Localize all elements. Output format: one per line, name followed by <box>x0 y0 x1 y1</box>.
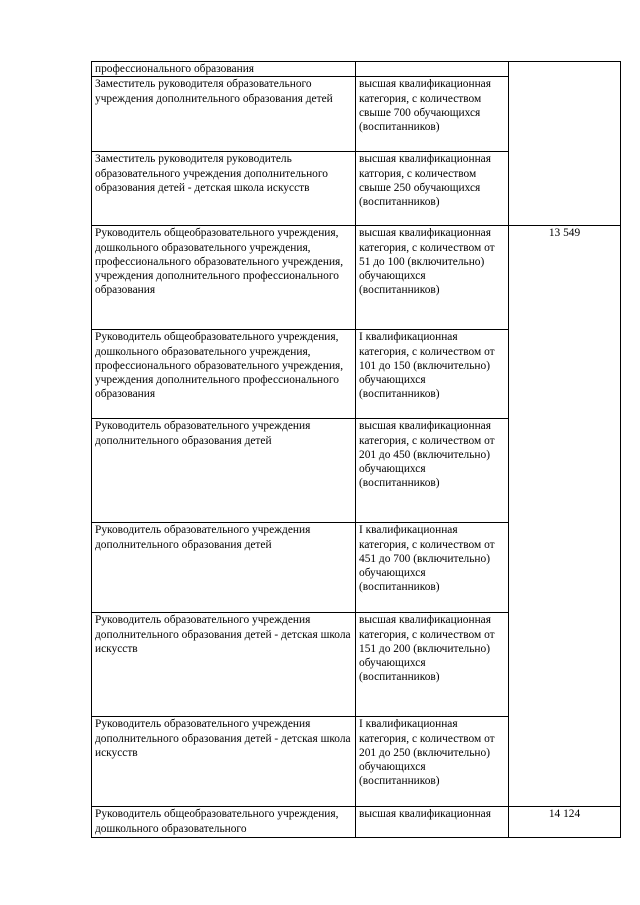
position-cell: Руководитель общеобразовательного учреждения, дошкольного образовательного учреждения, профессионального образовательного учреждения, учреждения дополнительного профессионального образования <box>92 226 356 330</box>
category-cell: высшая квалификационная категория, с количеством от 201 до 450 (включительно) обучающихся (воспитанников) <box>356 419 509 523</box>
category-cell: I квалификационная категория, с количеством от 451 до 700 (включительно) обучающихся (воспитанников) <box>356 523 509 613</box>
salary-cell <box>509 152 621 226</box>
salary-cell: 14 124 <box>509 807 621 838</box>
category-cell: I квалификационная категория, с количеством от 101 до 150 (включительно) обучающихся (воспитанников) <box>356 330 509 419</box>
table-row <box>92 226 621 330</box>
table-row <box>92 523 621 613</box>
salary-cell <box>509 77 621 152</box>
table-row <box>92 330 621 419</box>
category-cell: высшая квалификационная катгория, с количеством свыше 250 обучающихся (воспитанников) <box>356 152 509 226</box>
table-row <box>92 419 621 523</box>
position-cell: Руководитель образовательного учреждения дополнительного образования детей - детская школа искусств <box>92 717 356 807</box>
position-cell: Руководитель образовательного учреждения дополнительного образования детей <box>92 523 356 613</box>
salary-cell <box>509 523 621 613</box>
salary-cell <box>509 330 621 419</box>
salary-table <box>91 61 621 838</box>
category-cell: высшая квалификационная категория, с количеством от 51 до 100 (включительно) обучающихся (воспитанников) <box>356 226 509 330</box>
salary-cell: 13 549 <box>509 226 621 330</box>
table-row <box>92 62 621 77</box>
salary-cell <box>509 717 621 807</box>
category-cell <box>356 62 509 77</box>
salary-cell <box>509 419 621 523</box>
position-cell: Руководитель общеобразовательного учреждения, дошкольного образовательного учреждения, профессионального образовательного учреждения, учреждения дополнительного профессионального образования <box>92 330 356 419</box>
position-cell: Заместитель руководителя руководитель образовательного учреждения дополнительного образования детей - детская школа искусств <box>92 152 356 226</box>
table-row <box>92 613 621 717</box>
table-row <box>92 717 621 807</box>
position-cell: Руководитель образовательного учреждения дополнительного образования детей - детская школа искусств <box>92 613 356 717</box>
category-cell: высшая квалификационная категория, с количеством свыше 700 обучающихся (воспитанников) <box>356 77 509 152</box>
position-cell: Руководитель общеобразовательного учреждения, дошкольного образовательного <box>92 807 356 838</box>
table-row <box>92 152 621 226</box>
category-cell: высшая квалификационная категория, с количеством от 151 до 200 (включительно) обучающихся (воспитанников) <box>356 613 509 717</box>
table-row <box>92 807 621 838</box>
position-cell: профессионального образования <box>92 62 356 77</box>
position-cell: Заместитель руководителя образовательного учреждения дополнительного образования детей <box>92 77 356 152</box>
salary-cell <box>509 62 621 77</box>
salary-cell <box>509 613 621 717</box>
category-cell: I квалификационная категория, с количеством от 201 до 250 (включительно) обучающихся (воспитанников) <box>356 717 509 807</box>
category-cell: высшая квалификационная <box>356 807 509 838</box>
table-row <box>92 77 621 152</box>
position-cell: Руководитель образовательного учреждения дополнительного образования детей <box>92 419 356 523</box>
